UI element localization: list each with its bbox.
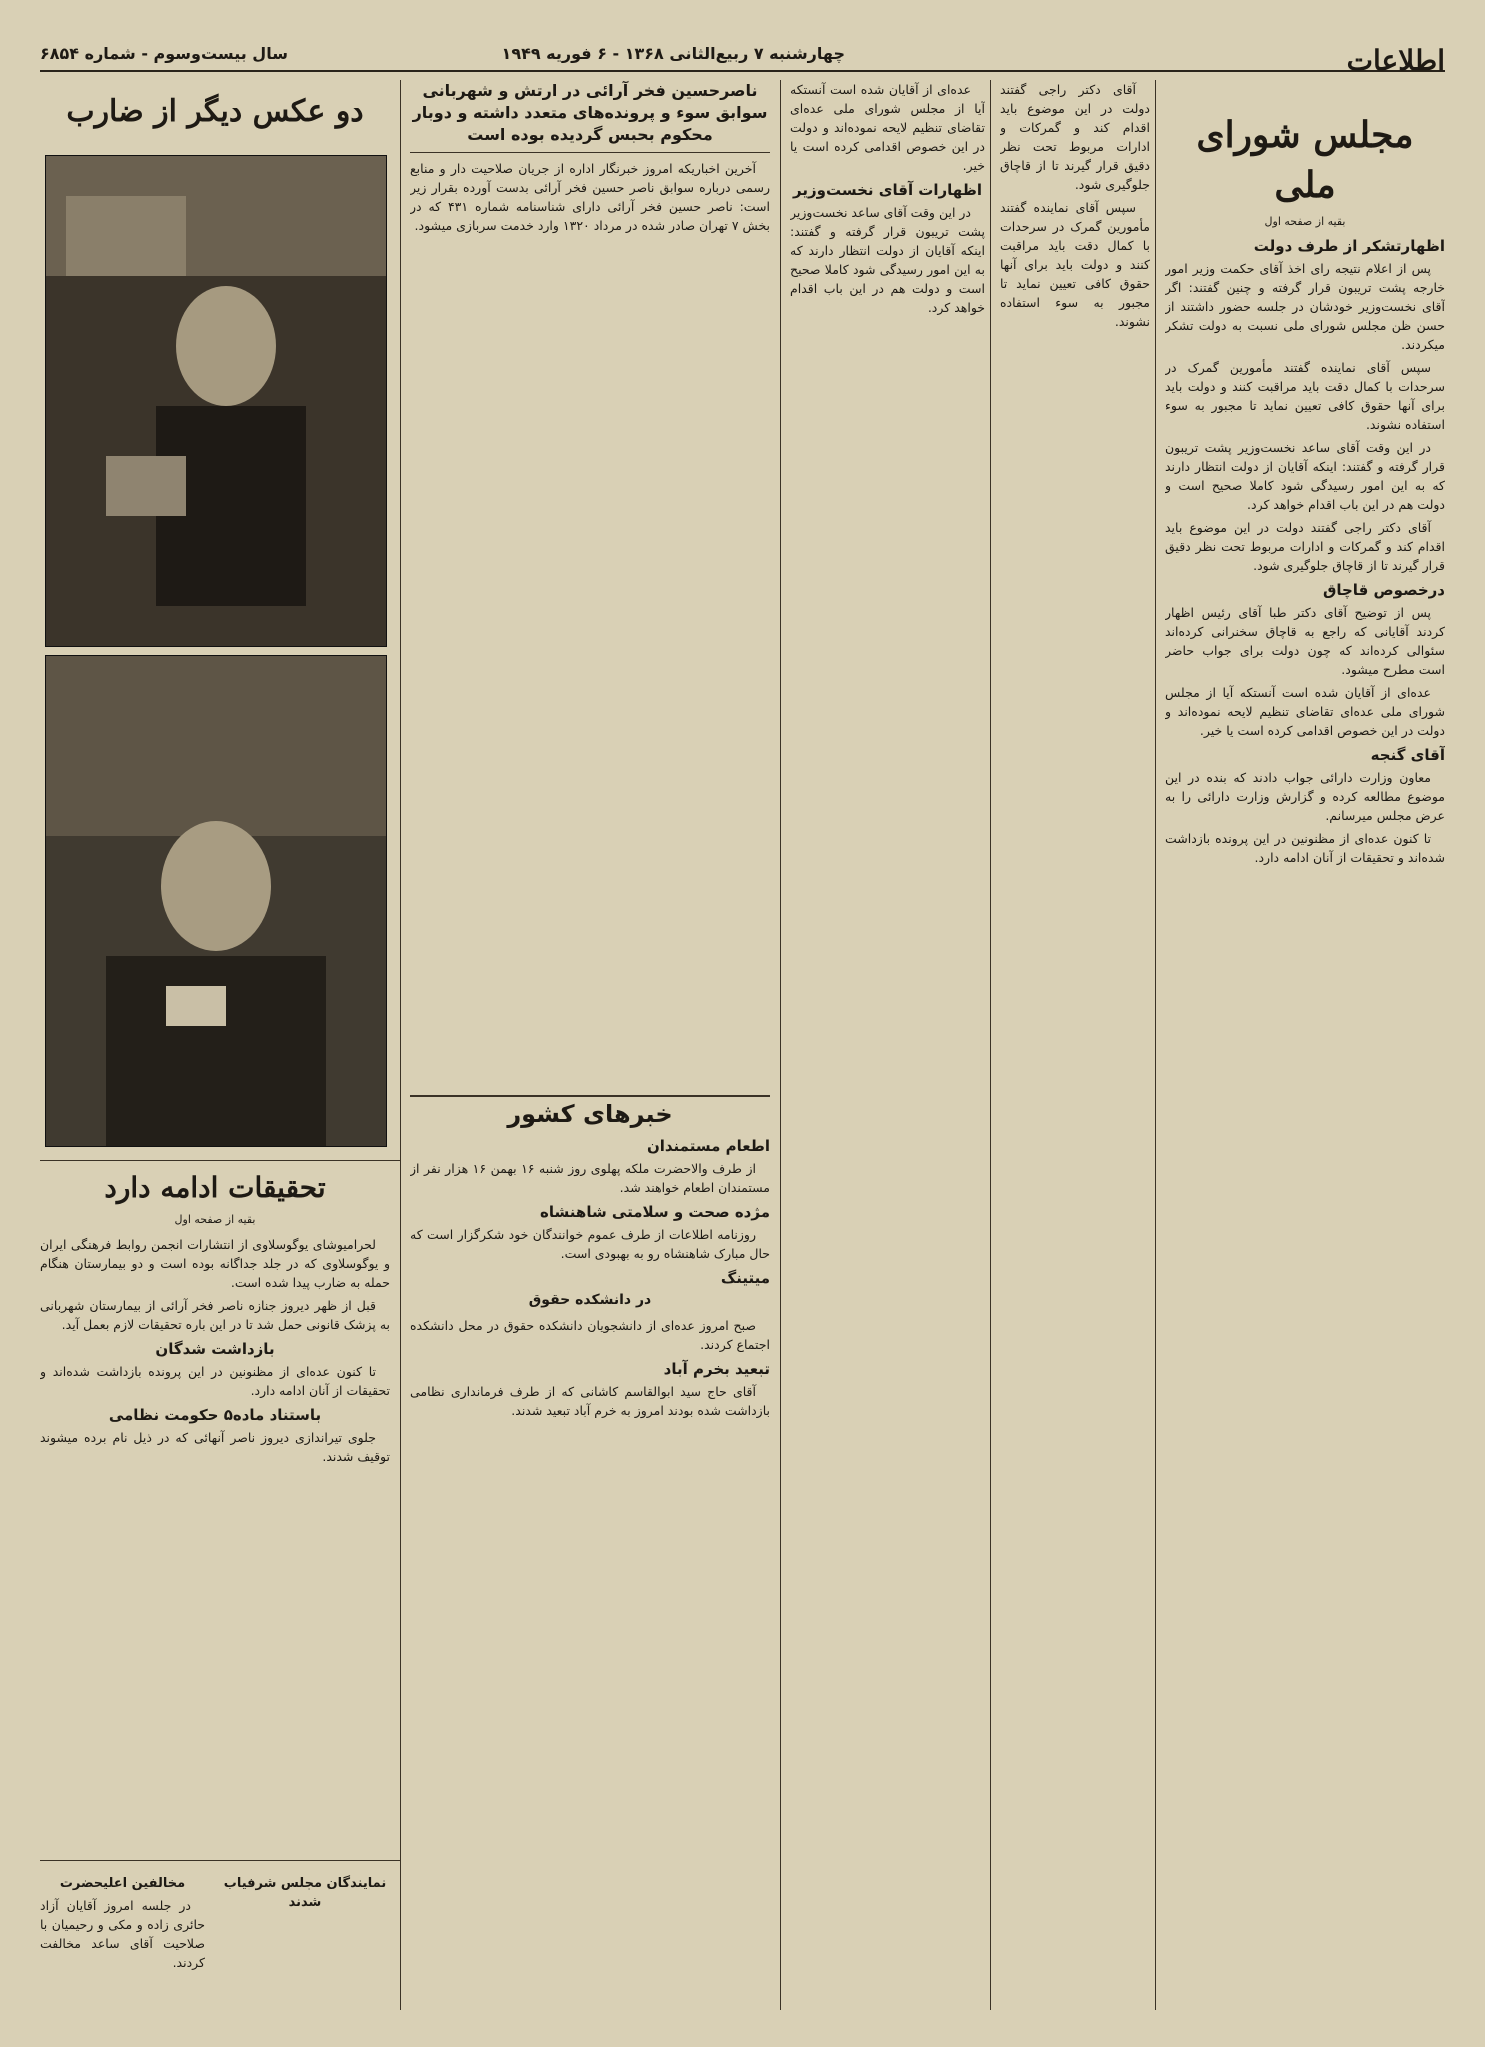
main-story-title: مجلس شورای ملی — [1196, 114, 1414, 206]
section-divider — [40, 1160, 400, 1161]
issue-number: سال بیست‌وسوم - شماره ۶۸۵۴ — [40, 44, 288, 63]
section-heading: اظهارات آقای نخست‌وزیر — [793, 181, 982, 199]
section-divider — [40, 1860, 400, 1861]
box-heading: نمایندگان مجلس شرفیاب شدند — [223, 1876, 387, 1910]
photo-caption-title: دو عکس دیگر از ضارب — [66, 94, 364, 129]
article-text: آخرین اخباریکه امروز خبرنگار اداره از جریان صلاحیت دار و منابع رسمی درباره سوابق ناصر حسین فخر آرائی بدست آورده بقرار زیر است: ناصر حسین فخر آرائی دارای شناسنامه شماره ۴۳۱ که در بخش ۷ تهران صادر شده در مرداد ۱۳۲۰ وارد خدمت سربازی میشود. — [410, 161, 770, 233]
section-heading: آقای گنجه — [1370, 746, 1445, 764]
section-text-filler: سپس آقای نماینده گفتند مأمورین گمرک در سرحدات با کمال دقت باید مراقبت کنند و دولت باید برای آنها حقوق کافی تعیین نماید تا مجبور به سوء استفاده نشوند. — [1165, 360, 1445, 432]
article-text: جلوی تیراندازی دیروز ناصر آنهائی که در ذیل نام برده میشوند توقیف شدند. — [40, 1430, 390, 1464]
box-text: در جلسه امروز آقایان آزاد حائری زاده و مکی و رحیمیان با صلاحیت آقای ساعد مخالفت کردند. — [40, 1898, 205, 1970]
article-text: در این وقت آقای ساعد نخست‌وزیر پشت تریبون قرار گرفته و گفتند: اینکه آقایان از دولت انتظار دارند که به این امور رسیدگی شود کاملا صحیح است و دولت هم در این باب اقدام خواهد کرد. — [790, 205, 985, 315]
news-heading: اطعام مستمندان — [646, 1137, 770, 1155]
news-heading: میتینگ — [720, 1269, 770, 1287]
column-rule — [400, 80, 401, 2010]
section-heading: درخصوص قاچاق — [1322, 581, 1445, 599]
column-rule — [990, 80, 991, 2010]
section-text-filler: تا کنون عده‌ای از مظنونین در این پرونده بازداشت شده‌اند و تحقیقات از آنان ادامه دارد. — [1165, 831, 1445, 865]
article-text: قبل از ظهر دیروز جنازه ناصر فخر آرائی از بیمارستان شهربانی به پزشک قانونی حمل شد تا در این باره تحقیقات لازم بعمل آید. — [40, 1298, 390, 1332]
section-text-filler: عده‌ای از آقایان شده است آنستکه آیا از مجلس شورای ملی عده‌ای تقاضای تنظیم لایحه نموده‌اند و دولت در این خصوص اقدامی کرده است یا خیر. — [1165, 685, 1445, 738]
investigation-article — [40, 1168, 390, 1868]
column-rule — [780, 80, 781, 2010]
section-text-filler: در این وقت آقای ساعد نخست‌وزیر پشت تریبون قرار گرفته و گفتند: اینکه آقایان از دولت انتظار دارند که به این امور رسیدگی شود کاملا صحیح است و دولت هم در این باب اقدام خواهد کرد. — [1165, 440, 1445, 512]
news-text: آقای حاج‌ سید ابوالقاسم کاشانی که از طرف فرمانداری نظامی بازداشت شده بودند امروز به خرم آباد تبعید شدند. — [410, 1384, 770, 1418]
column-three — [790, 80, 985, 2010]
news-subheading: در دانشکده حقوق — [528, 1292, 652, 1308]
section-text-filler: آقای دکتر راجی گفتند دولت در این موضوع باید اقدام کند و گمرکات و ادارات مربوط تحت نظر دقیق قرار گیرند تا از قاچاق جلوگیری شود. — [1165, 520, 1445, 573]
news-heading: مژده صحت و سلامتی شاهنشاه — [540, 1203, 770, 1221]
article-text: تا کنون عده‌ای از مظنونین در این پرونده بازداشت شده‌اند و تحقیقات از آنان ادامه دارد. — [40, 1364, 390, 1398]
article-text: عده‌ای از آقایان شده است آنستکه آیا از مجلس شورای ملی عده‌ای تقاضای تنظیم لایحه نموده‌اند و دولت در این خصوص اقدامی کرده است یا خیر. — [790, 82, 985, 173]
column-main-story — [1165, 80, 1445, 2010]
news-text: صبح امروز عده‌ای از دانشجویان دانشکده حقوق در محل دانشکده اجتماع کردند. — [410, 1318, 770, 1352]
column-four — [410, 80, 770, 2010]
section-text: معاون وزارت دارائی جواب دادند که بنده در این موضوع مطالعه کرده و گزارش وزارت دارائی را به عرض مجلس میرسانم. — [1165, 770, 1445, 823]
section-text: پس از توضیح آقای دکتر طبا آقای رئیس اظهار کردند آقایانی که راجع به قاچاق سخنرانی کرده‌اند سئوالی کرده‌اند که چون دولت برای جواب حاضر است مطرح میشود. — [1165, 605, 1445, 677]
section-heading: اظهارتشکر از طرف دولت — [1253, 237, 1445, 255]
issue-date: چهارشنبه ۷ ربیع‌الثانی ۱۳۶۸ - ۶ فوریه ۱۹۴۹ — [501, 44, 845, 63]
page-header — [40, 40, 1445, 77]
masthead-brand: اطلاعات — [1346, 44, 1445, 77]
news-text: روزنامه اطلاعات از طرف عموم خوانندگان خود شکرگزار است که حال مبارک شاهنشاه رو به بهبودی است. — [410, 1227, 770, 1261]
news-text: از طرف والاحضرت ملکه پهلوی روز شنبه ۱۶ بهمن ۱۶ هزار نفر از مستمندان اطعام خواهند شد. — [410, 1161, 770, 1195]
section-heading: بازداشت شدگان — [155, 1340, 275, 1358]
deputies-box — [215, 1868, 395, 2018]
news-section — [410, 1095, 770, 1420]
investigation-title: تحقیقات ادامه دارد — [104, 1171, 326, 1204]
column-two — [1000, 80, 1150, 2010]
article-text: لحرامیوشای یوگوسلاوی از انتشارات انجمن روابط فرهنگی ایران و یوگوسلاوی که در جلد جداگانه بوده است و دو بیمارستان هنگام حمله به ضارب پیدا شده است. — [40, 1237, 390, 1290]
news-heading: تبعید بخرم آباد — [663, 1360, 770, 1378]
article-text: آقای دکتر راجی گفتند دولت در این موضوع باید اقدام کند و گمرکات و ادارات مربوط تحت نظر دقیق قرار گیرند تا از قاچاق جلوگیری شود. — [1000, 82, 1150, 192]
news-title: خبرهای کشور — [507, 1100, 673, 1128]
photo-attacker-1 — [45, 155, 387, 647]
column-rule — [1155, 80, 1156, 2010]
opponents-box — [40, 1868, 205, 2018]
article-text: سپس آقای نماینده گفتند مأمورین گمرک در سرحدات با کمال دقت باید مراقبت کنند و دولت باید برای آنها حقوق کافی تعیین نماید تا مجبور به سوء استفاده نشوند. — [1000, 200, 1150, 329]
investigation-subtitle: بقیه از صفحه اول — [174, 1213, 256, 1226]
section-text: پس از اعلام نتیجه رای اخذ آقای حکمت وزیر امور خارجه پشت تریبون قرار گرفته و چنین گفتند: اگر آقای نخست‌وزیر خودشان در جلسه حضور داشتند از حسن ظن مجلس شورای ملی نسبت به دولت تشکر میکردند. — [1165, 261, 1445, 352]
photo-attacker-2 — [45, 655, 387, 1147]
section-heading: باستناد ماده۵ حکومت نظامی — [108, 1406, 322, 1424]
box-heading: مخالفین اعلیحضرت — [59, 1876, 186, 1891]
article-headline: ناصرحسین فخر آرائی در ارتش و شهربانی سوابق سوء و پرونده‌های متعدد داشته و دوبار محکوم بحبس گردیده بوده است — [410, 80, 770, 153]
main-story-subtitle: بقیه از صفحه اول — [1264, 215, 1346, 228]
